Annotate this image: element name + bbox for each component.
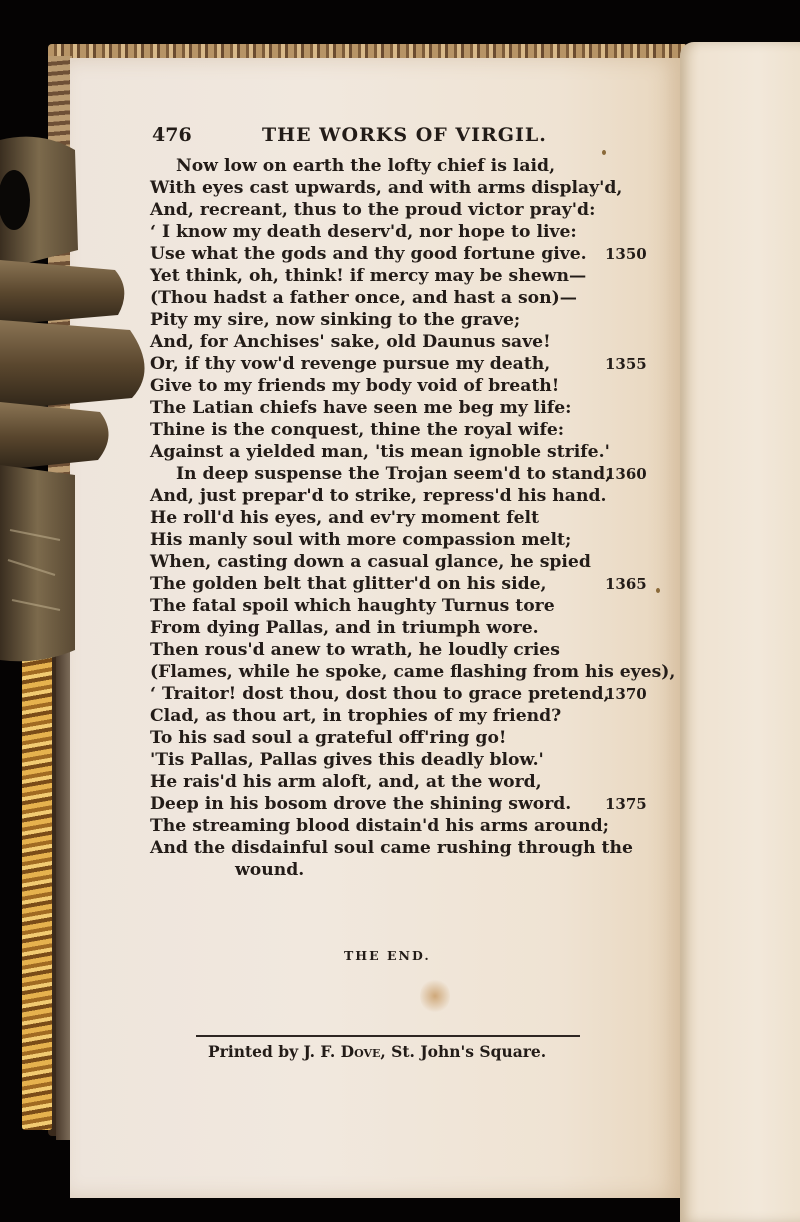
brass-page-clip (0, 130, 160, 670)
verse-line (150, 749, 650, 771)
printer-imprint (208, 1042, 546, 1061)
verse-line-text: Pity my sire, now sinking to the grave; (150, 310, 521, 330)
the-end-text: THE END. (344, 948, 431, 963)
verse-line (150, 485, 650, 507)
verse-line-text: When, casting down a casual glance, he spied (150, 552, 591, 572)
verse-line (150, 661, 676, 683)
verse-line (150, 331, 650, 353)
verse-line (150, 617, 650, 639)
verse-line-text: And, recreant, thus to the proud victor pray'd: (150, 200, 596, 220)
verse-line-text: With eyes cast upwards, and with arms display'd, (150, 178, 623, 198)
verse-line-text: (Thou hadst a father once, and hast a son)— (150, 288, 577, 308)
verse-line (150, 793, 650, 815)
verse-line (150, 639, 650, 661)
verse-line-text: The Latian chiefs have seen me beg my life: (150, 398, 572, 418)
verse-line-text: From dying Pallas, and in triumph wore. (150, 618, 539, 638)
verse-line-text: The streaming blood distain'd his arms around; (150, 816, 609, 836)
verse-line-text: He roll'd his eyes, and ev'ry moment felt (150, 508, 540, 528)
verse-line (150, 595, 650, 617)
verse-line-text: And, just prepar'd to strike, repress'd his hand. (150, 486, 607, 506)
line-number: 1360 (605, 465, 647, 483)
verse-line-text: Or, if thy vow'd revenge pursue my death, (150, 354, 551, 374)
verse-line (150, 771, 650, 793)
verse-line (150, 309, 650, 331)
page-number: 476 (152, 124, 192, 146)
verse-line-text: Then rous'd anew to wrath, he loudly cries (150, 640, 560, 660)
facing-page-curl (680, 42, 800, 1222)
verse-line (150, 177, 650, 199)
verse-line-text: Deep in his bosom drove the shining sword. (150, 794, 572, 814)
verse-line-text: And, for Anchises' sake, old Daunus save! (150, 332, 551, 352)
verse-line (150, 265, 650, 287)
verse-line (150, 397, 650, 419)
verse-line-text: The golden belt that glitter'd on his side, (150, 574, 547, 594)
verse-line-text: Thine is the conquest, thine the royal wife: (150, 420, 565, 440)
verse-line (150, 727, 650, 749)
verse-line (150, 815, 650, 837)
verse-line-text: The fatal spoil which haughty Turnus tore (150, 596, 555, 616)
verse-line (150, 507, 650, 529)
imprint-suffix: , St. John's Square. (380, 1042, 547, 1061)
verse-line-text: Use what the gods and thy good fortune give. (150, 244, 587, 264)
verse-line-text: Against a yielded man, 'tis mean ignoble strife.' (150, 442, 610, 462)
verse-line-text: Yet think, oh, think! if mercy may be shewn— (150, 266, 587, 286)
imprint-printer-name: Dove (340, 1042, 381, 1061)
verse-line-text: Now low on earth the lofty chief is laid, (176, 156, 556, 176)
running-title: THE WORKS OF VIRGIL. (262, 124, 547, 146)
line-number: 1375 (605, 795, 647, 813)
verse-line (150, 287, 650, 309)
paper-speck (656, 588, 660, 593)
verse-line (150, 375, 650, 397)
verse-line-text: ‘ I know my death deserv'd, nor hope to live: (150, 222, 577, 242)
verse-line (150, 573, 650, 595)
verse-line (150, 155, 650, 177)
verse-line (150, 199, 650, 221)
verse-line (150, 243, 650, 265)
verse-text-block (150, 155, 676, 881)
verse-line (150, 463, 650, 485)
verse-line (150, 683, 650, 705)
verse-line (150, 551, 650, 573)
verse-line-text: He rais'd his arm aloft, and, at the word, (150, 772, 542, 792)
verse-line (150, 353, 650, 375)
verse-line (150, 705, 650, 727)
line-number: 1370 (605, 685, 647, 703)
verse-line (150, 837, 650, 859)
verse-line-text: 'Tis Pallas, Pallas gives this deadly blow.' (150, 750, 544, 770)
verse-line (150, 221, 650, 243)
line-number: 1350 (605, 245, 647, 263)
imprint-rule (196, 1035, 580, 1037)
gilt-edge-left (22, 650, 52, 1130)
verse-line-text: To his sad soul a grateful off'ring go! (150, 728, 507, 748)
verse-line (150, 441, 650, 463)
verse-line (150, 419, 650, 441)
verse-line (150, 529, 650, 551)
verse-line-text: ‘ Traitor! dost thou, dost thou to grace pretend, (150, 684, 610, 704)
verse-line-text: And the disdainful soul came rushing through the (150, 838, 633, 858)
verse-line-text: wound. (235, 860, 305, 880)
verse-line-text: In deep suspense the Trojan seem'd to stand, (176, 464, 612, 484)
imprint-prefix: Printed by J. F. (208, 1042, 341, 1061)
foxing-stain (420, 978, 450, 1014)
verse-line-text: His manly soul with more compassion melt; (150, 530, 572, 550)
verse-line-text: Give to my friends my body void of breath! (150, 376, 560, 396)
running-head (152, 124, 622, 154)
line-number: 1355 (605, 355, 647, 373)
line-number: 1365 (605, 575, 647, 593)
verse-line-text: (Flames, while he spoke, came flashing from his eyes), (150, 662, 676, 682)
verse-line-text: Clad, as thou art, in trophies of my friend? (150, 706, 562, 726)
verse-line (150, 859, 650, 881)
